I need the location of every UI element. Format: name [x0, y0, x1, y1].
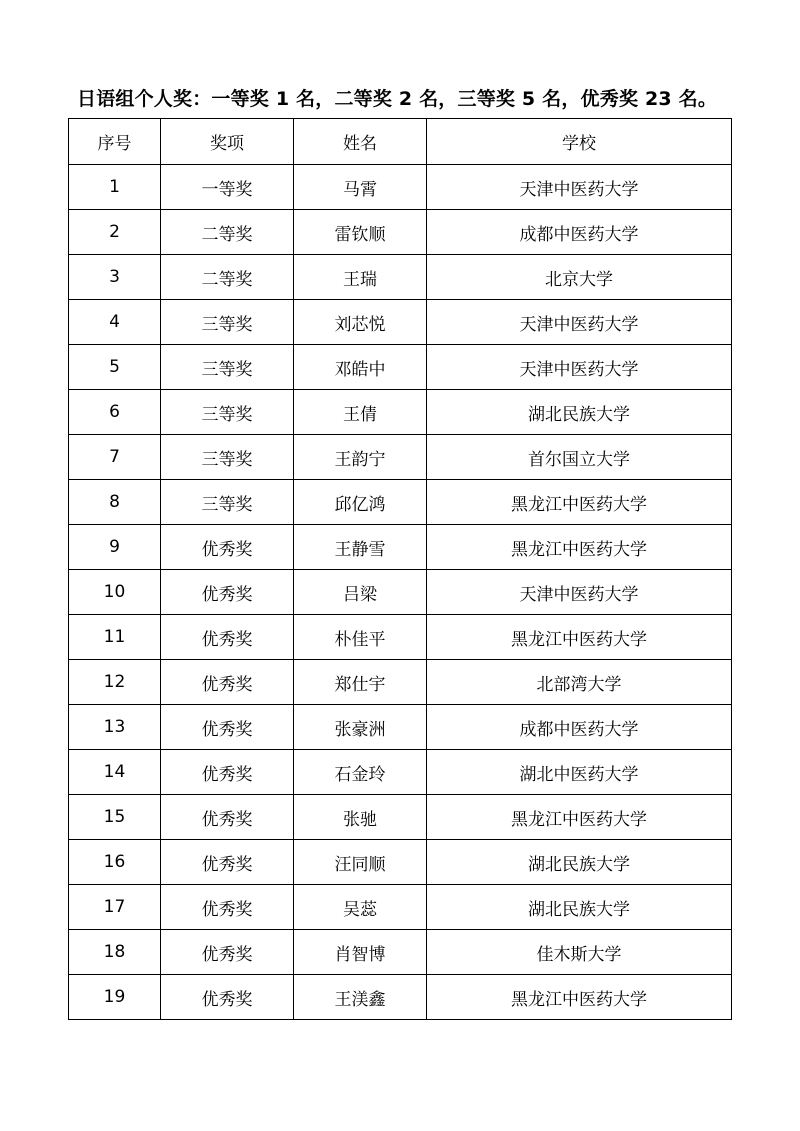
cell-award: 一等奖 — [161, 165, 294, 210]
cell-award: 优秀奖 — [161, 840, 294, 885]
cell-no: 16 — [69, 840, 161, 885]
cell-award: 二等奖 — [161, 210, 294, 255]
cell-award: 优秀奖 — [161, 660, 294, 705]
cell-no: 4 — [69, 300, 161, 345]
cell-name: 张驰 — [294, 795, 427, 840]
cell-no: 19 — [69, 975, 161, 1020]
table-row — [69, 480, 732, 525]
column-header-school: 学校 — [427, 119, 732, 165]
cell-school: 北京大学 — [427, 255, 732, 300]
cell-no: 5 — [69, 345, 161, 390]
table-row — [69, 705, 732, 750]
cell-school: 首尔国立大学 — [427, 435, 732, 480]
cell-school: 湖北中医药大学 — [427, 750, 732, 795]
cell-award: 优秀奖 — [161, 930, 294, 975]
cell-school: 黑龙江中医药大学 — [427, 615, 732, 660]
cell-no: 3 — [69, 255, 161, 300]
table-row — [69, 885, 732, 930]
table-row — [69, 795, 732, 840]
cell-no: 11 — [69, 615, 161, 660]
table-row — [69, 345, 732, 390]
cell-school: 天津中医药大学 — [427, 300, 732, 345]
cell-name: 王渼鑫 — [294, 975, 427, 1020]
cell-award: 三等奖 — [161, 390, 294, 435]
column-header-name: 姓名 — [294, 119, 427, 165]
cell-school: 天津中医药大学 — [427, 570, 732, 615]
cell-school: 湖北民族大学 — [427, 390, 732, 435]
table-header — [69, 119, 732, 165]
cell-no: 15 — [69, 795, 161, 840]
cell-award: 优秀奖 — [161, 975, 294, 1020]
column-header-award: 奖项 — [161, 119, 294, 165]
cell-award: 三等奖 — [161, 300, 294, 345]
cell-award: 优秀奖 — [161, 750, 294, 795]
cell-school: 黑龙江中医药大学 — [427, 480, 732, 525]
cell-no: 18 — [69, 930, 161, 975]
table-row — [69, 615, 732, 660]
cell-award: 三等奖 — [161, 435, 294, 480]
cell-no: 9 — [69, 525, 161, 570]
cell-name: 王倩 — [294, 390, 427, 435]
cell-no: 17 — [69, 885, 161, 930]
cell-name: 马霄 — [294, 165, 427, 210]
cell-school: 湖北民族大学 — [427, 885, 732, 930]
cell-school: 北部湾大学 — [427, 660, 732, 705]
cell-school: 黑龙江中医药大学 — [427, 525, 732, 570]
cell-school: 成都中医药大学 — [427, 210, 732, 255]
table-row — [69, 840, 732, 885]
table-row — [69, 390, 732, 435]
cell-award: 三等奖 — [161, 345, 294, 390]
cell-name: 王静雪 — [294, 525, 427, 570]
table-row — [69, 210, 732, 255]
cell-school: 黑龙江中医药大学 — [427, 795, 732, 840]
table-row — [69, 750, 732, 795]
cell-name: 石金玲 — [294, 750, 427, 795]
table-row — [69, 300, 732, 345]
table-row — [69, 930, 732, 975]
table-row — [69, 570, 732, 615]
table-row — [69, 660, 732, 705]
cell-name: 吴蕊 — [294, 885, 427, 930]
awards-table-container — [68, 118, 732, 1020]
cell-no: 7 — [69, 435, 161, 480]
cell-no: 1 — [69, 165, 161, 210]
cell-name: 邱亿鸿 — [294, 480, 427, 525]
cell-name: 雷钦顺 — [294, 210, 427, 255]
table-body — [69, 165, 732, 1020]
cell-award: 优秀奖 — [161, 525, 294, 570]
cell-name: 郑仕宇 — [294, 660, 427, 705]
table-row — [69, 255, 732, 300]
cell-award: 优秀奖 — [161, 705, 294, 750]
cell-no: 6 — [69, 390, 161, 435]
cell-name: 王瑞 — [294, 255, 427, 300]
cell-school: 佳木斯大学 — [427, 930, 732, 975]
cell-name: 吕梁 — [294, 570, 427, 615]
awards-table — [68, 118, 732, 1020]
cell-award: 二等奖 — [161, 255, 294, 300]
cell-award: 优秀奖 — [161, 615, 294, 660]
cell-school: 黑龙江中医药大学 — [427, 975, 732, 1020]
cell-no: 13 — [69, 705, 161, 750]
cell-name: 肖智博 — [294, 930, 427, 975]
cell-school: 天津中医药大学 — [427, 345, 732, 390]
table-row — [69, 975, 732, 1020]
cell-no: 10 — [69, 570, 161, 615]
cell-school: 天津中医药大学 — [427, 165, 732, 210]
cell-school: 湖北民族大学 — [427, 840, 732, 885]
cell-award: 优秀奖 — [161, 795, 294, 840]
cell-name: 朴佳平 — [294, 615, 427, 660]
cell-name: 邓皓中 — [294, 345, 427, 390]
cell-name: 王韵宁 — [294, 435, 427, 480]
table-row — [69, 435, 732, 480]
page-title: 日语组个人奖：一等奖 1 名，二等奖 2 名，三等奖 5 名，优秀奖 23 名。 — [77, 88, 718, 110]
cell-school: 成都中医药大学 — [427, 705, 732, 750]
cell-no: 8 — [69, 480, 161, 525]
table-row — [69, 525, 732, 570]
cell-name: 张豪洲 — [294, 705, 427, 750]
table-header-row — [69, 119, 732, 165]
cell-name: 汪同顺 — [294, 840, 427, 885]
cell-award: 优秀奖 — [161, 885, 294, 930]
cell-no: 2 — [69, 210, 161, 255]
cell-no: 12 — [69, 660, 161, 705]
table-row — [69, 165, 732, 210]
cell-award: 三等奖 — [161, 480, 294, 525]
column-header-no: 序号 — [69, 119, 161, 165]
cell-award: 优秀奖 — [161, 570, 294, 615]
cell-name: 刘芯悦 — [294, 300, 427, 345]
cell-no: 14 — [69, 750, 161, 795]
